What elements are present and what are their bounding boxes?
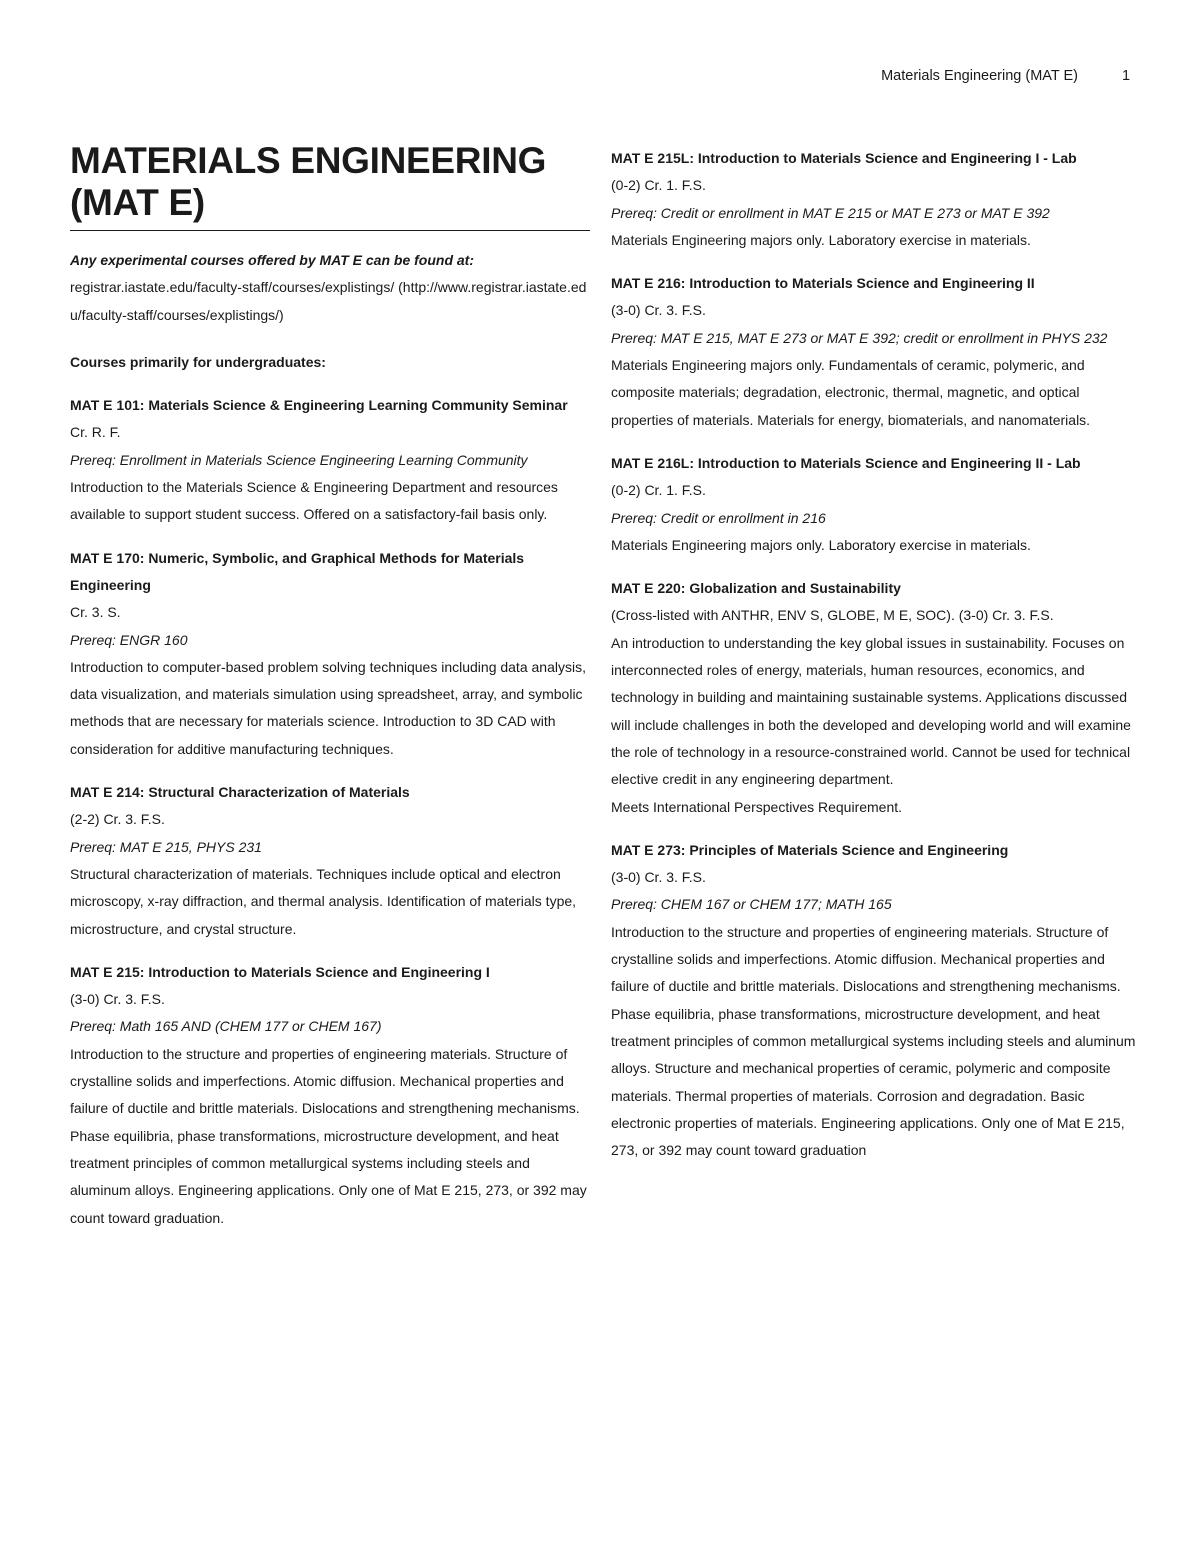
course-entry <box>611 270 1136 434</box>
course-prereq: Prereq: ENGR 160 <box>70 631 188 648</box>
course-title: MAT E 215L: Introduction to Materials Science and Engineering I - Lab <box>611 150 1077 166</box>
course-description: Introduction to the structure and properties of engineering materials. Structure of crystalline solids and imperfections. Atomic diffusion. Mechanical properties and failure of ductile and brittle materials. Dislocations and strengthening mechanisms. Phase equilibria, phase transformations, microstructure development, and heat treatment principles of common metallurgical systems including steels and aluminum alloys. Engineering applications. Only one of Mat E 215, 273, or 392 may count toward graduation. <box>70 1045 587 1226</box>
course-title: MAT E 214: Structural Characterization of Materials <box>70 784 410 801</box>
intro-block <box>70 247 590 329</box>
course-credit: (Cross-listed with ANTHR, ENV S, GLOBE, M E, SOC). (3-0) Cr. 3. F.S. <box>611 607 1054 624</box>
course-title: MAT E 215: Introduction to Materials Science and Engineering I <box>70 963 490 980</box>
course-entry <box>611 450 1136 559</box>
course-entry <box>611 837 1136 1165</box>
course-description: Introduction to the structure and properties of engineering materials. Structure of crystalline solids and imperfections. Atomic diffusion. Mechanical properties and failure of ductile and brittle materials. Dislocations and strengthening mechanisms. Phase equilibria, phase transformations, microstructure development, and heat treatment principles of common metallurgical systems including steels and aluminum alloys. Structure and mechanical properties of ceramic, polymeric and composite materials. Thermal properties of materials. Corrosion and degradation. Basic electronic properties of materials. Engineering applications. Only one of Mat E 215, 273, or 392 may count toward graduation <box>611 923 1136 1159</box>
experimental-note: Any experimental courses offered by MAT E can be found at: <box>70 252 475 268</box>
right-column <box>611 145 1136 1164</box>
page-title: MATERIALS ENGINEERING (MAT E) <box>70 140 590 231</box>
running-header <box>0 68 1200 88</box>
course-entry <box>70 779 590 943</box>
course-entry <box>70 959 590 1232</box>
course-title: MAT E 170: Numeric, Symbolic, and Graphical Methods for Materials Engineering <box>70 549 525 593</box>
course-description: Introduction to computer-based problem solving techniques including data analysis, data visualization, and materials simulation using spreadsheet, array, and symbolic methods that are necessary for materials science. Introduction to 3D CAD with consideration for additive manufacturing techniques. <box>70 658 586 757</box>
course-prereq: Prereq: Credit or enrollment in 216 <box>611 509 826 526</box>
course-title: MAT E 216L: Introduction to Materials Science and Engineering II - Lab <box>611 454 1081 471</box>
left-column <box>70 140 590 1232</box>
course-title: MAT E 216: Introduction to Materials Science and Engineering II <box>611 275 1035 292</box>
course-credit: Cr. 3. S. <box>70 604 121 621</box>
course-credit: (3-0) Cr. 3. F.S. <box>611 302 706 319</box>
course-credit: (0-2) Cr. 1. F.S. <box>611 482 706 499</box>
course-requirement-note: Meets International Perspectives Requirement. <box>611 798 903 815</box>
running-title: Materials Engineering (MAT E) <box>881 68 1078 84</box>
course-prereq: Prereq: Credit or enrollment in MAT E 215 or MAT E 273 or MAT E 392 <box>611 204 1050 221</box>
course-entry <box>70 545 590 763</box>
course-prereq: Prereq: CHEM 167 or CHEM 177; MATH 165 <box>611 896 892 913</box>
course-description: Materials Engineering majors only. Laboratory exercise in materials. <box>611 231 1031 248</box>
course-credit: (3-0) Cr. 3. F.S. <box>611 869 706 886</box>
course-entry <box>611 575 1136 821</box>
course-credit: (0-2) Cr. 1. F.S. <box>611 177 706 194</box>
course-list-left <box>70 392 590 1232</box>
course-description: Materials Engineering majors only. Laboratory exercise in materials. <box>611 536 1031 553</box>
explistings-link[interactable]: registrar.iastate.edu/faculty-staff/courses/explistings/ (http://www.registrar.iastate.edu/faculty-staff/courses/explistings/) <box>70 279 587 323</box>
course-title: MAT E 101: Materials Science & Engineering Learning Community Seminar <box>70 397 568 414</box>
course-description: An introduction to understanding the key global issues in sustainability. Focuses on interconnected roles of energy, materials, human resources, economics, and technology in building and maintaining sustainable systems. Applications discussed will include challenges in both the developed and developing world and will examine the role of technology in a resource-constrained world. Cannot be used for technical elective credit in any engineering department. <box>611 634 1131 788</box>
course-credit: Cr. R. F. <box>70 424 121 441</box>
course-title: MAT E 273: Principles of Materials Science and Engineering <box>611 841 1009 858</box>
course-credit: (2-2) Cr. 3. F.S. <box>70 811 165 828</box>
course-description: Materials Engineering majors only. Fundamentals of ceramic, polymeric, and composite materials; degradation, electronic, thermal, magnetic, and optical properties of materials. Materials for energy, biomaterials, and nanomaterials. <box>611 357 1091 428</box>
course-description: Introduction to the Materials Science & Engineering Department and resources available to support student success. Offered on a satisfactory-fail basis only. <box>70 479 558 523</box>
page-number: 1 <box>1122 68 1131 84</box>
course-prereq: Prereq: Enrollment in Materials Science Engineering Learning Community <box>70 451 528 468</box>
course-prereq: Prereq: MAT E 215, MAT E 273 or MAT E 392; credit or enrollment in PHYS 232 <box>611 329 1108 346</box>
course-description: Structural characterization of materials. Techniques include optical and electron microscopy, x-ray diffraction, and thermal analysis. Identification of materials type, microstructure, and crystal structure. <box>70 865 577 937</box>
course-title: MAT E 220: Globalization and Sustainability <box>611 580 901 597</box>
course-prereq: Prereq: Math 165 AND (CHEM 177 or CHEM 167) <box>70 1018 382 1035</box>
course-credit: (3-0) Cr. 3. F.S. <box>70 991 165 1008</box>
course-prereq: Prereq: MAT E 215, PHYS 231 <box>70 838 262 855</box>
course-entry <box>70 392 590 528</box>
section-label: Courses primarily for undergraduates: <box>70 353 326 370</box>
course-entry <box>611 145 1136 254</box>
